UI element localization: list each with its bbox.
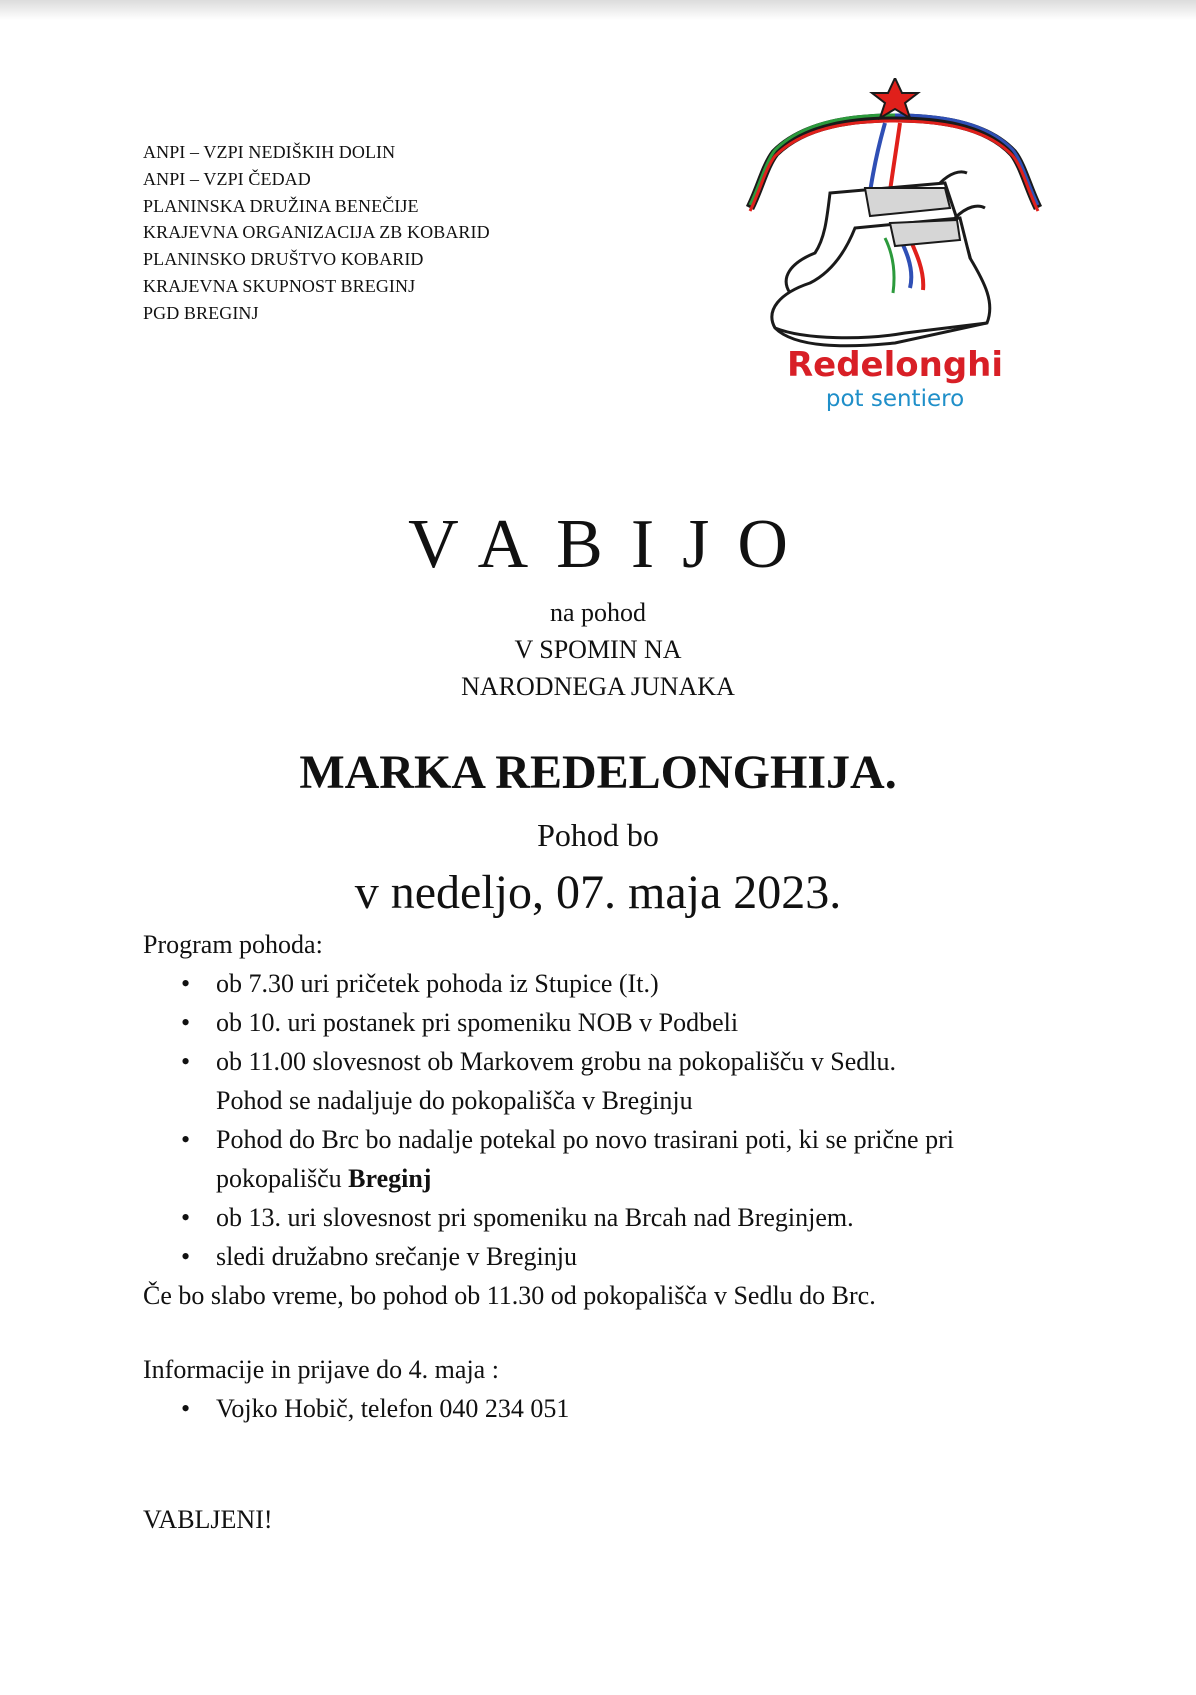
list-item — [143, 1198, 1043, 1237]
invite-line-3: NARODNEGA JUNAKA — [461, 672, 735, 701]
list-item — [143, 1389, 1043, 1428]
boots-with-ribbon-icon — [750, 78, 1038, 346]
program-list — [143, 964, 1043, 1276]
logo-title: Redelonghi — [786, 345, 1004, 385]
list-item-text: sledi družabno srečanje v Breginju — [216, 1242, 577, 1271]
list-item-text: ob 11.00 slovesnost ob Markovem grobu na pokopališču v Sedlu. — [216, 1047, 897, 1076]
organization-item: PGD BREGINJ — [143, 302, 259, 323]
breginj-bold: Breginj — [348, 1164, 432, 1193]
organization-item: PLANINSKO DRUŠTVO KOBARID — [143, 249, 424, 270]
list-item — [143, 964, 1043, 1003]
pohod-bo: Pohod bo — [537, 817, 659, 853]
logo-subtitle: pot sentiero — [825, 386, 965, 412]
bullet-icon: • — [181, 1203, 191, 1232]
list-item-text: Pohod do Brc bo nadalje potekal po novo trasirani poti, ki se prične pri — [216, 1125, 954, 1154]
invite-line-1: na pohod — [549, 598, 647, 627]
bullet-icon: • — [181, 1242, 191, 1271]
list-item-text: ob 10. uri postanek pri spomeniku NOB v Podbeli — [216, 1008, 739, 1037]
list-item — [143, 1003, 1043, 1042]
organization-item: ANPI – VZPI ČEDAD — [143, 168, 311, 189]
bullet-icon: • — [181, 969, 191, 998]
list-item-text-continued: pokopališču — [216, 1164, 349, 1193]
redelonghi-logo — [745, 78, 1045, 458]
invite-line-2: V SPOMIN NA — [514, 635, 682, 664]
info-list — [143, 1389, 1043, 1428]
organization-item: PLANINSKA DRUŽINA BENEČIJE — [143, 195, 419, 216]
hero-name: MARKA REDELONGHIJA. — [299, 746, 897, 799]
list-item-text: ob 7.30 uri pričetek pohoda iz Stupice (It.) — [216, 969, 659, 998]
contact-text: Vojko Hobič, telefon 040 234 051 — [216, 1394, 570, 1423]
event-date: v nedeljo, 07. maja 2023. — [354, 866, 842, 919]
list-item — [143, 1237, 1043, 1276]
list-item-text: ob 13. uri slovesnost pri spomeniku na Brcah nad Breginjem. — [216, 1203, 854, 1232]
list-item — [143, 1042, 1043, 1120]
organization-item: KRAJEVNA ORGANIZACIJA ZB KOBARID — [143, 222, 490, 243]
closing-text: VABLJENI! — [143, 1505, 273, 1534]
list-item-text-continued: Pohod se nadaljuje do pokopališča v Breginju — [216, 1086, 693, 1115]
program-title: Program pohoda: — [143, 930, 323, 959]
info-title: Informacije in prijave do 4. maja : — [143, 1355, 499, 1384]
list-item — [143, 1120, 1043, 1198]
organization-item: ANPI – VZPI NEDIŠKIH DOLIN — [143, 142, 396, 162]
page-top-shadow — [0, 0, 1196, 20]
bad-weather-note: Če bo slabo vreme, bo pohod ob 11.30 od pokopališča v Sedlu do Brc. — [143, 1281, 876, 1310]
organization-item: KRAJEVNA SKUPNOST BREGINJ — [143, 275, 416, 296]
bullet-icon: • — [181, 1008, 191, 1037]
bullet-icon: • — [181, 1125, 191, 1154]
bullet-icon: • — [181, 1047, 191, 1076]
invite-heading: VABIJO — [408, 506, 816, 583]
organizations-list — [143, 139, 490, 327]
bullet-icon: • — [181, 1394, 191, 1423]
